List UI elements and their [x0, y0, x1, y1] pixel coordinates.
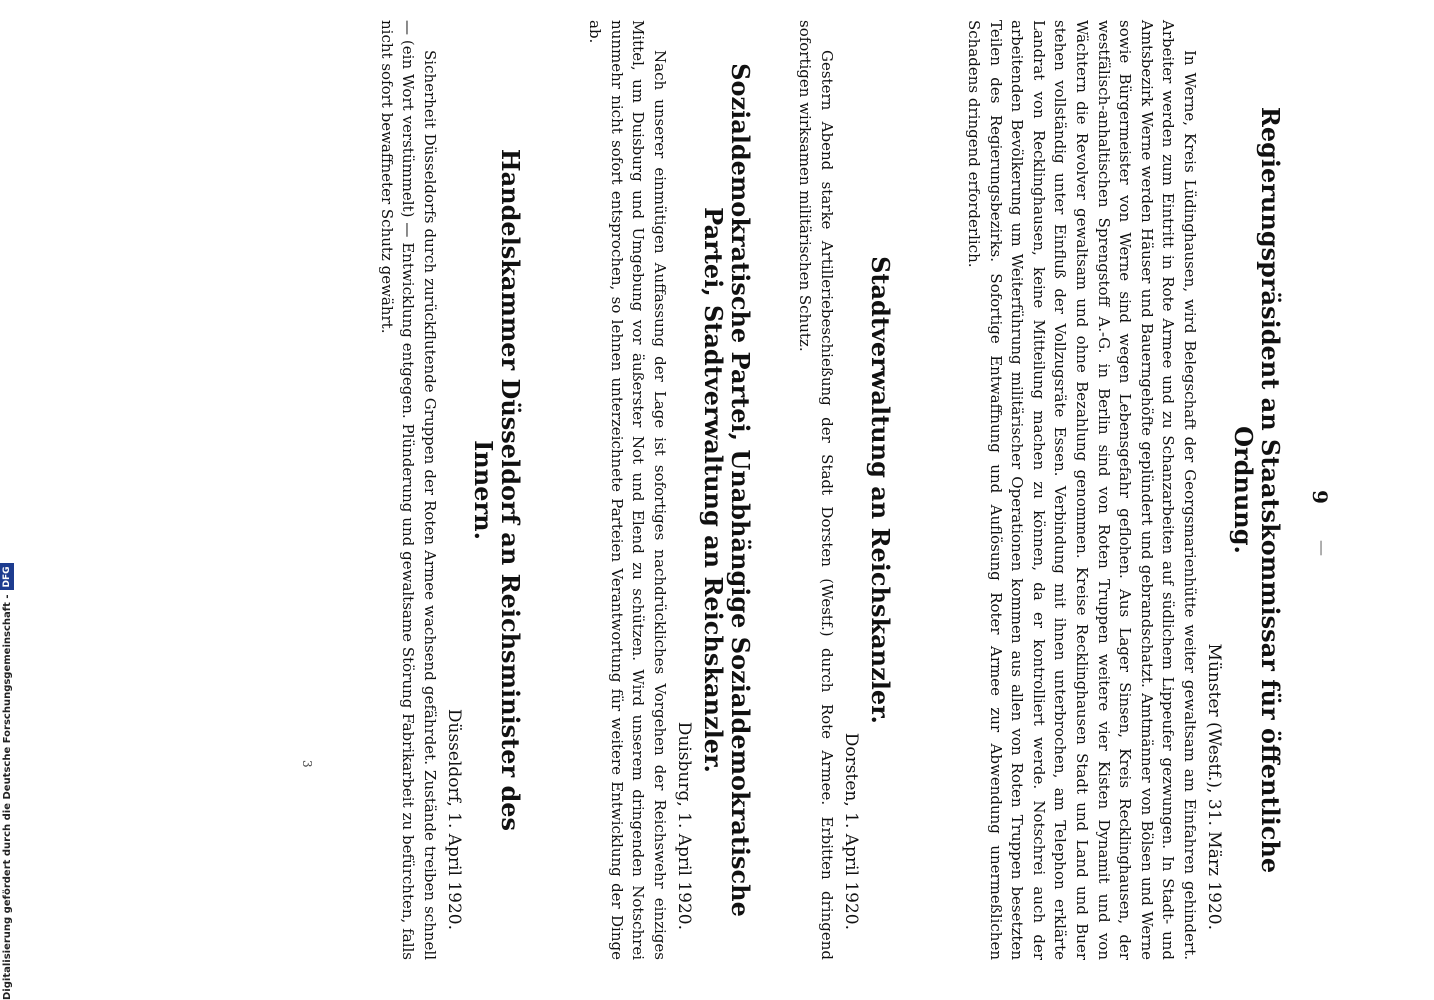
page-number-dash: —	[1313, 540, 1332, 556]
section-2	[794, 20, 894, 960]
section-dateline: Düsseldorf, 1. April 1920.	[444, 708, 464, 930]
page-number: 9	[1308, 490, 1332, 504]
credit-text: Digitalisierung gefördert durch die Deutsche Forschungsgemeinschaft -	[2, 594, 13, 1000]
section-heading: Handelskammer Düsseldorf an Reichsminister des Innern.	[469, 148, 525, 832]
section-text: Nach unserer einmütigen Auffassung der Lage ist sofortiges nachdrückliches Vorgehen der Reichswehr einziges Mittel, um Duisburg und Umgebung vor äußerster Not und Elend zu schützen. Wird unserem dringenden Notschrei nunmehr nicht sofort entsprochen, so lehnen unterzeichnete Parteien Verantwortung für weitere Entwicklung der Dinge ab.	[586, 20, 669, 960]
section-heading: Regierungspräsident an Staatskommissar für öffentliche Ordnung.	[1229, 106, 1285, 874]
section-4	[375, 20, 524, 960]
dfg-logo: DFG	[0, 563, 14, 590]
section-dateline: Dorsten, 1. April 1920.	[841, 732, 861, 930]
section-dateline: Duisburg, 1. April 1920.	[674, 721, 694, 930]
digitization-credit	[0, 566, 15, 1000]
section-text: In Werne, Kreis Lüdinghausen, wird Belegschaft der Georgsmarienhütte weiter gewaltsam am Einfahren gehindert. Arbeiter werden zum Eintritt in Rote Armee und zu Schanzarbeiten auf südlichem Lippeufer gezwungen. In Stadt- und Amtsbezirk Werne werden Häuser und Bauerngehöfte geplündert und gebrandschatzt. Amtmänner von Bölsen und Werne sowie Bürgermeister von Werne sind wegen Lebensgefahr geflohen. Aus Lager Sinsen, Kreis Recklinghausen, der westfälisch-anhaltischen Sprengstoff A.-G. in Berlin sind von Roten Truppen weitere vier Kisten Dynamit und von Wächtern die Revolver gewaltsam und ohne Bezahlung genommen. Kreise Recklinghausen Stadt und Land und Buer stehen vollständig unter Einfluß der Vollzugsräte Essen. Verbindung mit ihnen unterbrochen, am Telephon erklärte Landrat von Recklinghausen, keine Mitteilung machen zu können, da er kontrolliert werde. Notschrei auch der arbeitenden Bevölkerung um Weiterführung militärischer Operationen kommen aus allen von Roten Truppen besetzten Teilen des Regierungsbezirks. Sofortige Entwaffnung und Auflösung Roter Armee zur Abwendung unermeßlichen Schadens dringend erforderlich.	[965, 20, 1199, 960]
margin-mark: 3	[300, 760, 314, 768]
section-text: Sicherheit Düsseldorfs durch zurückflutende Gruppen der Roten Armee wachsend gefährdet. Zustände treiben schnell — (ein Wort verstümmelt) — Entwicklung entgegen. Plünderung und gewaltsame Störung Fabrikarbeit zu befürchten, falls nicht sofort bewaffneter Schutz gewährt.	[377, 20, 439, 960]
section-heading: Sozialdemokratische Partei, Unabhängige Sozialdemokratische Partei, Stadtverwaltung an Reichskanzler.	[699, 63, 755, 917]
section-dateline: Münster (Westf.), 31. März 1920.	[1204, 643, 1224, 930]
section-text: Gestern Abend starke Artilleriebeschießung der Stadt Dorsten (Westf.) durch Rote Armee. Erbitten dringend sofortigen wirksamen militärischen Schutz.	[796, 20, 836, 960]
section-3	[584, 20, 754, 960]
section-heading: Stadtverwaltung an Reichskanzler.	[866, 256, 895, 724]
rotated-page	[134, 20, 1332, 960]
section-1	[962, 20, 1284, 960]
